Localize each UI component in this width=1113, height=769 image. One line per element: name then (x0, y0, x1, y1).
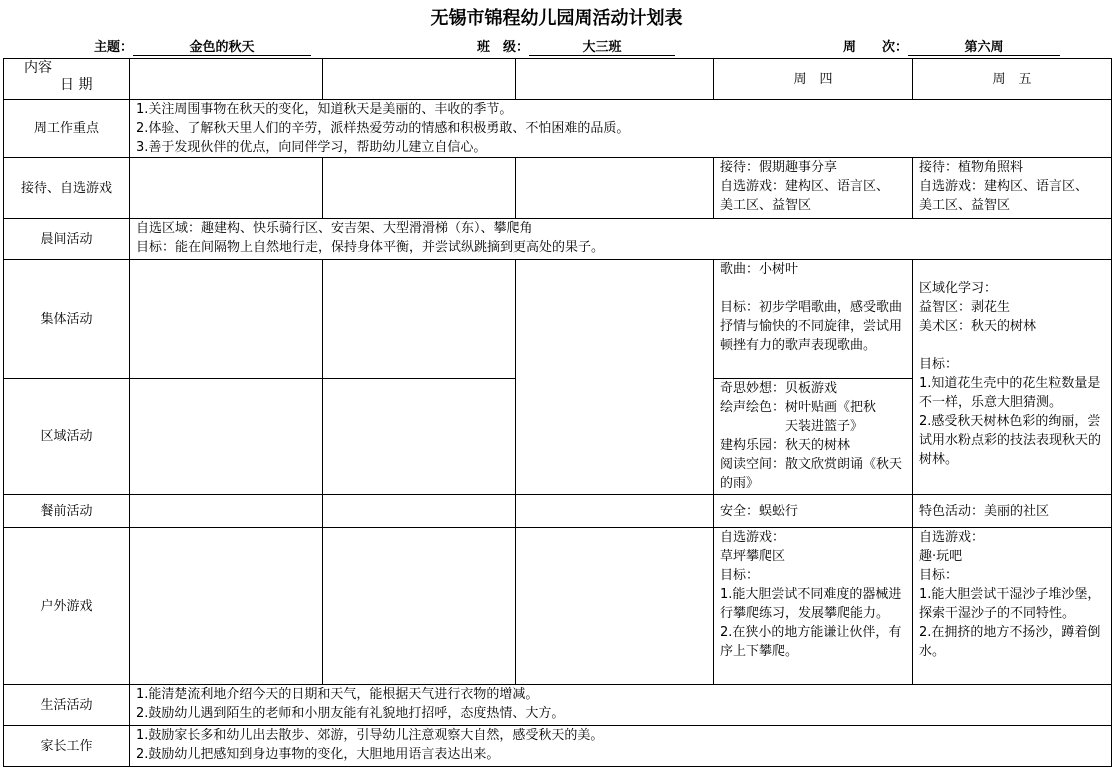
page-title: 无锡市锦程幼儿园周活动计划表 (430, 8, 683, 29)
group-goal: 目标：初步学唱歌曲，感受歌曲抒情与愉快的不同旋律，尝试用顿挫有力的歌声表现歌曲。 (720, 300, 903, 353)
area-friday-goal-label: 目标： (919, 357, 959, 372)
focus-line: 1.关注周围事物在秋天的变化，知道秋天是美丽的、丰收的季节。 (136, 102, 513, 117)
outdoor-thursday (714, 528, 913, 685)
focus-line: 2.体验、了解秋天里人们的辛劳，派样热爱劳动的情感和积极勇敢、不怕困难的品质。 (136, 121, 630, 136)
weekly-focus-content (130, 100, 1112, 158)
empty-cell (516, 495, 714, 528)
row-weekly-focus (4, 100, 1112, 158)
group-song: 歌曲：小树叶 (720, 262, 799, 277)
corner-cell (4, 59, 130, 100)
label-outdoor: 户外游戏 (4, 528, 130, 685)
label-weekly-focus: 周工作重点 (4, 100, 130, 158)
parents-line: 2.鼓励幼儿把感知到身边事物的变化，大胆地用语言表达出来。 (136, 747, 500, 762)
area-friday-goal: 2.感受秋天树林色彩的绚丽，尝试用水粉点彩的技法表现秋天的树林。 (919, 414, 1102, 467)
outdoor-line: 自选游戏： (919, 530, 985, 545)
label-life: 生活活动 (4, 685, 130, 726)
week-value: 第六周 (908, 40, 1060, 56)
day-header-thursday: 周 四 (714, 59, 913, 100)
outdoor-line: 草坪攀爬区 (720, 549, 786, 564)
empty-cell (130, 158, 323, 219)
life-line: 2.鼓励幼儿遇到陌生的老师和小朋友能有礼貌地打招呼，态度热情、大方。 (136, 706, 565, 721)
outdoor-line: 2.在狭小的地方能谦让伙伴，有序上下攀爬。 (720, 625, 902, 659)
day-header-3 (516, 59, 714, 100)
label-morning: 晨间活动 (4, 219, 130, 260)
empty-cell (516, 528, 714, 685)
empty-cell (516, 158, 714, 219)
header-row (4, 59, 1112, 100)
meal-thursday: 安全：蜈蚣行 (714, 495, 913, 528)
row-parents (4, 726, 1112, 767)
empty-cell (516, 260, 714, 495)
class-label: 班 级： (477, 40, 530, 55)
empty-cell (323, 260, 516, 379)
outdoor-line: 自选游戏： (720, 530, 786, 545)
empty-cell (130, 260, 323, 379)
outdoor-friday (913, 528, 1112, 685)
outdoor-line: 2.在拥挤的地方不扬沙，蹲着倒水。 (919, 625, 1101, 659)
group-thursday (714, 260, 913, 379)
empty-cell (323, 158, 516, 219)
empty-cell (130, 379, 323, 495)
area-thursday-line: 绘声绘色：树叶贴画《把秋 (720, 400, 877, 415)
area-thursday-line: 阅读空间：散文欣赏朗诵《秋天的雨》 (720, 457, 903, 491)
row-morning (4, 219, 1112, 260)
theme-field (94, 36, 311, 56)
empty-cell (130, 528, 323, 685)
area-thursday-line: 奇思妙想：贝板游戏 (720, 381, 838, 396)
corner-date-label: 日 期 (60, 77, 93, 93)
reception-line: 美工区、益智区 (919, 198, 1011, 213)
label-parents: 家长工作 (4, 726, 130, 767)
parents-content (130, 726, 1112, 767)
label-meal: 餐前活动 (4, 495, 130, 528)
class-value: 大三班 (529, 40, 675, 56)
week-field (843, 36, 1060, 56)
reception-line: 接待：植物角照料 (919, 160, 1024, 175)
label-group-activity: 集体活动 (4, 260, 130, 379)
week-label: 周 次： (843, 40, 909, 55)
row-group-activity (4, 260, 1112, 379)
empty-cell (323, 528, 516, 685)
reception-line: 自选游戏：建构区、语言区、 (720, 179, 890, 194)
area-thursday (714, 379, 913, 495)
outdoor-line: 1.能大胆尝试干湿沙子堆沙堡，探索干湿沙子的不同特性。 (919, 587, 1101, 621)
day-header-friday: 周 五 (913, 59, 1112, 100)
parents-line: 1.鼓励家长多和幼儿出去散步、郊游，引导幼儿注意观察大自然，感受秋天的美。 (136, 728, 604, 743)
reception-friday (913, 158, 1112, 219)
area-friday-title: 区域化学习： (919, 281, 998, 296)
meal-friday: 特色活动：美丽的社区 (913, 495, 1112, 528)
area-friday-line: 美术区：秋天的树林 (919, 319, 1037, 334)
day-header-2 (323, 59, 516, 100)
life-line: 1.能清楚流利地介绍今天的日期和天气，能根据天气进行衣物的增减。 (136, 687, 539, 702)
area-friday-line: 益智区：剥花生 (919, 300, 1011, 315)
theme-value: 金色的秋天 (133, 40, 311, 56)
morning-line: 自选区域：趣建构、快乐骑行区、安吉架、大型滑滑梯（东）、攀爬角 (136, 221, 533, 236)
area-friday-goal: 1.知道花生壳中的花生粒数量是不一样，乐意大胆猜测。 (919, 376, 1101, 410)
reception-thursday (714, 158, 913, 219)
reception-line: 美工区、益智区 (720, 198, 812, 213)
life-content (130, 685, 1112, 726)
row-reception (4, 158, 1112, 219)
outdoor-line: 趣·玩吧 (919, 549, 963, 564)
empty-cell (130, 495, 323, 528)
label-area-activity: 区域活动 (4, 379, 130, 495)
row-outdoor (4, 528, 1112, 685)
outdoor-line: 目标： (919, 568, 959, 583)
focus-line: 3.善于发现伙伴的优点，向同伴学习，帮助幼儿建立自信心。 (136, 140, 487, 155)
reception-line: 自选游戏：建构区、语言区、 (919, 179, 1089, 194)
empty-cell (323, 379, 516, 495)
label-reception: 接待、自选游戏 (4, 158, 130, 219)
day-header-1 (130, 59, 323, 100)
morning-line: 目标：能在间隔物上自然地行走，保持身体平衡，并尝试纵跳摘到更高处的果子。 (136, 240, 605, 255)
outdoor-line: 1.能大胆尝试不同难度的器械进行攀爬练习，发展攀爬能力。 (720, 587, 902, 621)
class-field (477, 36, 675, 56)
weekly-plan-table (3, 58, 1112, 767)
theme-label: 主题： (94, 40, 134, 55)
morning-content (130, 219, 1112, 260)
area-thursday-line: 建构乐园：秋天的树林 (720, 438, 851, 453)
outdoor-line: 目标： (720, 568, 760, 583)
area-thursday-line: 天装进篮子》 (720, 419, 864, 434)
empty-cell (323, 495, 516, 528)
reception-line: 接待：假期趣事分享 (720, 160, 838, 175)
area-friday (913, 260, 1112, 495)
row-meal (4, 495, 1112, 528)
corner-content-label: 内容 (24, 60, 52, 76)
row-life (4, 685, 1112, 726)
